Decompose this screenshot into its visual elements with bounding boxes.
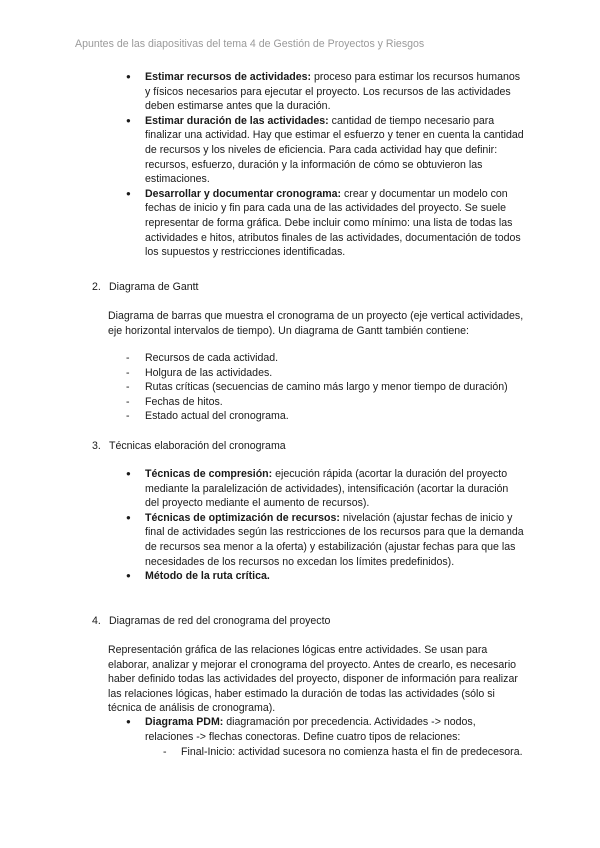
network-diagrams-paragraph: Representación gráfica de las relaciones lógicas entre actividades. Se usan para elaborar, analizar y mejorar el cronograma del proyecto. Antes de crearlo, es necesario haber definido todas las actividades del proyecto, disponer de información para realizar las relaciones lógicas, haber estimado la duración de todas las actividades (sólo si técnica de análisis de cronograma). (108, 644, 518, 715)
bullet-text: cantidad de tiempo necesario para finalizar una actividad. Hay que estimar el esfuerzo y tener en cuenta la cantidad de recursos y los niveles de eficiencia. Para cada actividad hay que definir: recursos, esfuerzo, duración y la información de cómo se obtuvieron las estimaciones. (145, 114, 524, 186)
list-item (0, 114, 600, 187)
bullet-term: Diagrama PDM: (145, 716, 224, 728)
bullet-text: ejecución rápida (acortar la duración del proyecto mediante la paralelización de actividades), intensificación (acortar la duración del proyecto mediante el aumento de recursos). (145, 468, 509, 510)
network-diagrams-bullets (0, 715, 600, 744)
gantt-contents-list (0, 351, 508, 424)
list-item (0, 70, 600, 114)
section-number: 2. (92, 281, 101, 293)
bullet-term: Desarrollar y documentar cronograma: (145, 187, 342, 200)
list-item (0, 569, 600, 584)
section-title: Diagramas de red del cronograma del proyecto (109, 615, 331, 627)
bullet-text: diagramación por precedencia. Actividades -> nodos, relaciones -> flechas conectoras. Define cuatro tipos de relaciones: (145, 716, 476, 743)
list-item: - Final-Inicio: actividad sucesora no comienza hasta el fin de predecesora. (0, 745, 598, 760)
section-heading-schedule-techniques (92, 439, 286, 454)
section-number: 3. (92, 440, 101, 452)
list-item: - Fechas de hitos. (0, 395, 508, 410)
section-number: 4. (92, 615, 101, 627)
bullet-text: nivelación (ajustar fechas de inicio y final de actividades según las restricciones de los recursos para que la demanda de recursos sea menor a la oferta) y estabilización (ajustar fechas para que las necesidades de los recursos no excedan los límites predefinidos). (145, 511, 524, 568)
bullet-term: Técnicas de optimización de recursos: (145, 511, 340, 524)
bullet-text: crear y documentar un modelo con fechas de inicio y fin para cada una de las actividades del proyecto. Se suele representar de forma gráfica. Debe incluir como mínimo: una lista de todas las actividades e hitos, atributos finales de las actividades, documentación de todos los supuestos y restricciones identificadas. (145, 187, 521, 259)
gantt-paragraph: Diagrama de barras que muestra el cronograma de un proyecto (eje vertical actividades, eje horizontal intervalos de tiempo). Un diagrama de Gantt también contiene: (108, 310, 524, 337)
section-title: Técnicas elaboración del cronograma (109, 440, 286, 452)
schedule-techniques-bullets (0, 467, 600, 584)
list-item: - Holgura de las actividades. (0, 366, 508, 381)
resource-estimation-bullets (0, 70, 600, 260)
list-item (0, 187, 600, 260)
list-item (0, 511, 600, 569)
relation-types-list (0, 745, 598, 760)
bullet-text: proceso para estimar los recursos humanos y físicos necesarios para ejecutar el proyecto. Los recursos de las actividades deben estimarse antes que la duración. (145, 71, 521, 113)
list-item: - Rutas críticas (secuencias de camino más largo y menor tiempo de duración) (0, 380, 508, 395)
bullet-term: Método de la ruta crítica. (145, 570, 270, 583)
section-heading-gantt (92, 280, 199, 295)
bullet-term: Estimar duración de las actividades: (145, 114, 329, 127)
bullet-term: Estimar recursos de actividades: (145, 71, 312, 83)
list-item (0, 715, 600, 744)
section-heading-network-diagrams (92, 614, 330, 629)
page-header: Apuntes de las diapositivas del tema 4 de Gestión de Proyectos y Riesgos (75, 38, 425, 50)
section-title: Diagrama de Gantt (109, 281, 199, 293)
list-item: - Estado actual del cronograma. (0, 409, 508, 424)
bullet-term: Técnicas de compresión: (145, 468, 273, 480)
list-item: - Recursos de cada actividad. (0, 351, 508, 366)
list-item (0, 467, 600, 511)
